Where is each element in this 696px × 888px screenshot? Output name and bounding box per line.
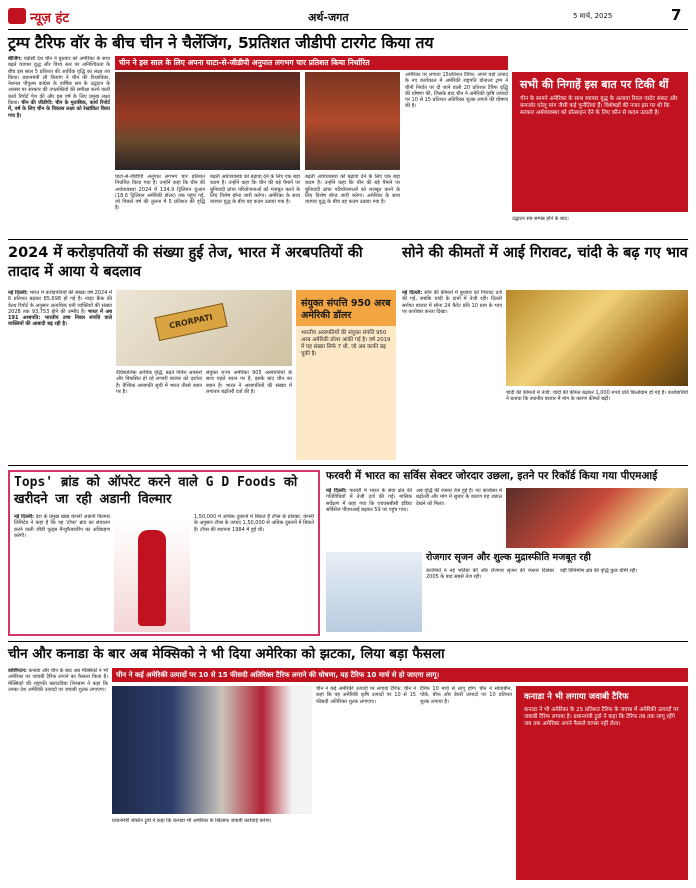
story1-dateline: बीजिंग: [8, 56, 22, 62]
story1-col4-text: अमेरिका पर लगाया 15प्रतिशत टैरिफ: अपने यहां उत्पाद के नए कार्यकाल में अमेरिकी राष्ट्रपति डोनाल्ड ट्रम्प ने चीनी निर्यात पर दी जाने वाली 20 प्रतिशत टैरिफ वृद्धि की घोषणा की, जिसके बाद चीन ने अमेरिकी कृषि उत्पादों पर 10 से 15 प्रतिशत अतिरिक्त शुल्क लगाने की घोषणा की है। [405, 72, 508, 110]
header-rule [8, 29, 688, 30]
story1-photo [115, 72, 300, 170]
story3-headline: सोने की कीमतों में आई गिरावट, चांदी के बढ़ गए भाव [402, 245, 688, 261]
story1-banner-text: चीन ने इस साल के लिए अपना घाटा-से-जीडीपी अनुपात लगभग चार प्रतिशत किया निर्धारित [119, 58, 370, 67]
story1-col3: बढ़ती अर्थव्यवस्था को बढ़ावा देने के लिए एक बड़ा कदम है। उन्होंने कहा कि चीन की बड़े पैमाने पर बुनियादी ढांचा परियोजनाओं को मजबूत करने के लिए विशेष बॉन्ड जारी करेगा। अमेरिका के साथ व्यापार युद्ध के बीच यह कदम उठाया गया है। [210, 174, 300, 206]
story6-sidebar [516, 686, 688, 880]
story1-sidebar-body: चीन के सामने अमेरिका के साथ व्यापार युद्ध के अलावा रियल एस्टेट संकट और कमजोर घरेलू मांग जैसी कई चुनौतियां हैं। विशेषज्ञों की नजर इस पर थी कि सरकार अर्थव्यवस्था को प्रोत्साहन देने के लिए कौन से कदम उठाती है। [520, 96, 678, 117]
divider-3 [8, 641, 688, 642]
story1-col1 [8, 56, 110, 234]
story1-col1-text: पड़ोसी देश चीन ने बुधवार को अमेरिका के साथ बढ़ते व्यापार युद्ध और विश्व स्तर पर अनिश्चितता के बीच इस साल 5 प्रतिशत की आर्थिक वृद्धि का लक्ष्य तय किया। प्रधानमंत्री ली कियांग ने चीन की विधायिका, नेशनल पीपुल्स कांग्रेस के वार्षिक सत्र के उद्घाटन के अवसर पर सरकार की उपलब्धियों की समीक्षा करने वाली कार्य रिपोर्ट पेश की और इस वर्ष के लिए प्रमुख लक्ष्य किया। [8, 56, 110, 107]
story4-col1-text: देश के प्रमुख खाद्य कंपनी अडानी विल्मार लिमिटेड ने कहा है कि वह 'टॉप्स' ब्रांड का संचालन करने वाली जीडी फूड्स मैन्युफैक्चरिंग का अधिग्रहण करेगी। [14, 514, 110, 539]
story2-headline: 2024 में करोड़पतियों की संख्या हुई तेज, भारत में अरबपतियों की तादाद में आया ये बदलाव [8, 245, 363, 280]
story1-sidebar-title: सभी की निगाहें इस बात पर टिकी थीं [520, 78, 669, 91]
ketchup-bottle [138, 530, 166, 626]
story1-col1b: चीन की जीडीपी: चीन के मुताबिक, कार्य रिपोर्ट में, वर्ष के लिए चीन के विकास लक्ष्य को रेखांकित किया गया है। [8, 100, 110, 119]
story5-photo [506, 488, 688, 548]
story4-col2: 1,50,000 में अधिक दुकानों में बिकते हैं टॉप्स के प्रोडक्ट: कंपनी के अनुसार टॉप्स के उत्पाद 1,50,000 से अधिक दुकानों में बिकते हैं। टॉप्स की स्थापना 1984 में हुई थी। [194, 514, 314, 533]
story4-col1 [14, 514, 110, 632]
story3-dateline: नई दिल्ली: [402, 290, 423, 296]
story5-subbox [426, 552, 688, 636]
crorpati-sign-text: CRORPATI [168, 312, 214, 331]
story6-col1-text: कनाडा और चीन के बाद अब मेक्सिको ने भी अमेरिका पर जवाबी टैरिफ लगाने का फैसला किया है। मेक्सिको की राष्ट्रपति क्लाउडिया शिनबाम ने कहा कि उनका देश अमेरिकी उत्पादों पर जवाबी शुल्क लगाएगा। [8, 668, 108, 693]
story2-box-title: संयुक्त संपत्ति 950 अरब अमेरिकी डॉलर [296, 294, 396, 326]
logo-icon [8, 8, 26, 24]
story1-sidebar-foot: उद्घाटन सत्र सम्पन्न होने के बाद। [512, 216, 569, 222]
story3-photo [506, 290, 688, 386]
story3-col1 [402, 290, 502, 460]
story6-banner-text: चीन ने कई अमेरिकी उत्पादों पर 10 से 15 फीसदी अतिरिक्त टैरिफ लगाने की घोषणा, यह टैरिफ 10 मार्च से हो जाएगा लागू। [116, 671, 440, 679]
story5-headline: फरवरी में भारत का सर्विस सेक्टर जोरदार उछला, इतने पर रिकॉर्ड किया गया पीएमआई [326, 470, 658, 482]
story4-product-photo [114, 520, 190, 632]
story4-headline: Tops' ब्रांड को ऑपरेट करने वाले G D Foods को खरीदने जा रही अडानी विल्मार [14, 475, 298, 507]
story5-col2: अब वृद्धि की रफ्तार तेज हुई है। नए कारोबार में बढ़ोतरी और मांग में सुधार के कारण यह उछाल देखने को मिला। [416, 488, 502, 507]
issue-date: 5 मार्च, 2025 [573, 12, 613, 20]
story1-photo2 [305, 72, 400, 170]
story6-headline: चीन और कनाडा के बार अब मेक्सिको ने भी दिया अमेरिका को झटका, लिया बड़ा फैसला [8, 646, 445, 662]
section-title: अर्थ-जगत [308, 11, 349, 24]
story6-sidebar-title: कनाडा ने भी लगाया जवाबी टैरिफ [524, 692, 629, 702]
story6-banner [112, 668, 688, 682]
story2-col1 [8, 290, 112, 460]
story4-dateline: नई दिल्ली: [14, 514, 35, 520]
story5-sub-title: रोजगार सृजन और शुल्क मुद्रास्फीति मजबूत रही [426, 552, 591, 563]
crorpati-sign [154, 303, 227, 341]
story6-col3: चीन ने कई अमेरिकी उत्पादों पर लगाया टैरिफ: चीन ने कहा कि वह अमेरिकी कृषि उत्पादों पर 10 से 15 फीसदी अतिरिक्त शुल्क लगाएगा। [316, 686, 416, 705]
story6-col4: टैरिफ 10 मार्च से लागू होंगे। चीन ने सोयाबीन, पोर्क, बीफ और डेयरी उत्पादों पर 10 प्रतिशत शुल्क लगाया है। [420, 686, 512, 705]
story6-photo [112, 686, 312, 814]
story1-headline: ट्रम्प टैरिफ वॉर के बीच चीन ने चैलेंजिंग, 5प्रतिशत जीडीपी टारगेट किया तय [8, 34, 434, 52]
story5-col1 [326, 488, 412, 548]
logo [8, 6, 128, 28]
story2-box-body: भारतीय अरबपतियों की संयुक्त संपत्ति 950 अरब अमेरिकी डॉलर आंकी गई है। वर्ष 2019 में यह संख्या सिर्फ 7 थी, जो अब काफी बढ़ चुकी है। [301, 330, 391, 357]
story5-col1-text: फरवरी में भारत के सेवा क्षेत्र की गतिविधियों में तेजी दर्ज की गई। मासिक सर्वेक्षण में कहा गया कि एचएसबीसी इंडिया सर्विसेज पीएमआई बढ़कर 59 पर पहुंच गया। [326, 488, 412, 513]
story2-col3: संयुक्त राज्य अमेरिका 905 अरबपतियों के साथ पहले स्थान पर है, इसके बाद चीन का स्थान है। भारत ने अरबपतियों की संख्या में लगातार बढ़ोतरी दर्ज की है। [206, 370, 292, 395]
divider-2 [8, 465, 688, 466]
story1-col4 [405, 72, 508, 234]
logo-text: न्यूज़ हंट [30, 11, 70, 26]
story5-chart-image [326, 552, 422, 632]
story1-sidebar [512, 72, 688, 212]
story3-col1-text: सोने की कीमतों में बुधवार को गिरावट दर्ज की गई, जबकि चांदी के दामों में तेजी रही। दिल्ली सर्राफा बाजार में सोना 24 कैरेट प्रति 10 ग्राम के भाव पर कारोबार करता दिखा। [402, 290, 502, 315]
divider-1 [8, 239, 688, 240]
story2-dateline: नई दिल्ली: [8, 290, 28, 296]
story3-col2: चांदी की कीमतों में तेजी: चांदी की कीमत बढ़कर 1,000 रुपये प्रति किलोग्राम हो गई है। कारोबारियों ने बताया कि स्थानीय बाजार में मांग के कारण कीमतें बढ़ीं। [506, 390, 688, 403]
story1-col2: घाटा-से-जीडीपी अनुपात लगभग चार प्रतिशत निर्धारित किया गया है। उन्होंने कहा कि चीन की अर्थव्यवस्था 2024 में 134.9 ट्रिलियन युआन (18.6 ट्रिलियन अमेरिकी डॉलर) तक पहुंच गई, जो पिछले वर्ष की तुलना में 5 प्रतिशत की वृद्धि है। [115, 174, 205, 212]
page-number: 7 [671, 6, 682, 24]
story5-sub-col1: कंपनियों ने नई भर्तियां कीं और रोजगार सृजन की रफ्तार दिसंबर 2005 के बाद सबसे तेज रही। [426, 568, 554, 581]
story2-box [296, 290, 396, 460]
story5-sub-col2: वहीं विनिर्माण क्षेत्र की वृद्धि कुछ धीमी रही। [560, 568, 638, 574]
story2-col2: दीर्घकालिक आर्थिक वृद्धि, बढ़ते निवेश अवसरों और विकसित हो रहे लग्जरी बाजार को दर्शाता है। वैश्विक अरबपति सूची में भारत तीसरे स्थान पर है। [116, 370, 202, 395]
story5-dateline: नई दिल्ली: [326, 488, 347, 494]
story6-col2: प्रधानमंत्री जस्टिन ट्रूडो ने कहा कि कनाडा भी अमेरिका के खिलाफ जवाबी कार्रवाई करेगा। [112, 818, 272, 824]
story6-sidebar-body: कनाडा ने भी अमेरिका के 25 प्रतिशत टैरिफ के जवाब में अमेरिकी उत्पादों पर जवाबी टैरिफ लगाया है। प्रधानमंत्री ट्रूडो ने कहा कि टैरिफ तब तक लागू रहेंगे जब तक अमेरिका अपने फैसले वापस नहीं लेता। [524, 707, 679, 728]
story1-col3b: बढ़ती अर्थव्यवस्था को बढ़ावा देने के लिए एक बड़ा कदम है। उन्होंने कहा कि चीन की बड़े पैमाने पर बुनियादी ढांचा परियोजनाओं को मजबूत करने के लिए विशेष बॉन्ड जारी करेगा। अमेरिका के साथ व्यापार युद्ध के बीच यह कदम उठाया गया है। [305, 174, 400, 206]
story6-dateline: वाशिंगटन: [8, 668, 27, 674]
story1-banner [115, 56, 508, 70]
story2-col1-text: भारत में करोड़पतियों की संख्या वर्ष 2024 में 6 प्रतिशत बढ़कर 85,698 हो गई है। नाइट फ्रैंक की वेल्थ रिपोर्ट के अनुसार अत्यधिक धनी व्यक्तियों की संख्या 2028 तक 93,753 होने की उम्मीद है। [8, 290, 112, 315]
masthead [8, 6, 688, 28]
story2-col1b: भारत में अब 191 अरबपति: भारतीय उच्च निवल संपत्ति वाले व्यक्तियों की आबादी बढ़ रही है। [8, 308, 112, 328]
story2-photo [116, 290, 292, 366]
story6-col1 [8, 668, 108, 880]
